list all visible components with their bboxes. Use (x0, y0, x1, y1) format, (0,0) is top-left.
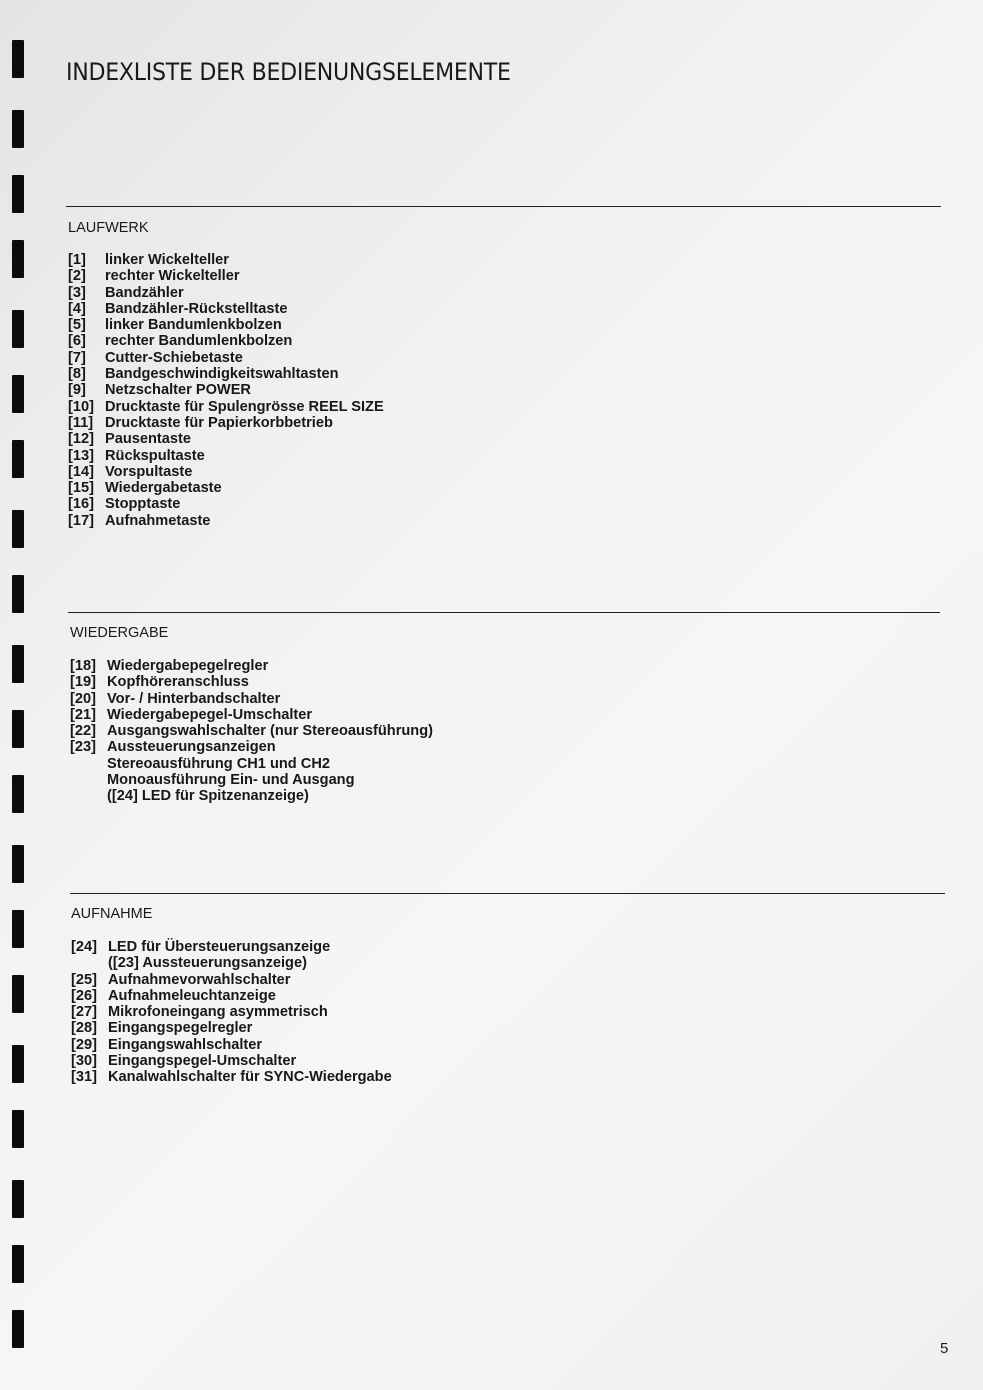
list-wiedergabe (70, 658, 433, 805)
item-number: [12] (68, 431, 94, 448)
binding-hole (12, 310, 24, 348)
binding-hole (12, 40, 24, 78)
item-number: [5] (68, 317, 86, 334)
item-label: Aussteuerungsanzeigen (107, 739, 276, 756)
list-item (68, 480, 384, 496)
item-number: [13] (68, 447, 94, 464)
item-number: [30] (71, 1053, 97, 1070)
list-sub-item: ([24] LED für Spitzenanzeige) (107, 788, 309, 805)
binding-hole (12, 1180, 24, 1218)
item-label: Eingangspegelregler (108, 1020, 253, 1037)
item-number: [8] (68, 366, 86, 383)
item-label: Drucktaste für Spulengrösse REEL SIZE (105, 398, 384, 415)
item-number: [24] (71, 939, 97, 955)
section-heading-laufwerk: LAUFWERK (68, 220, 149, 236)
page-title: INDEXLISTE DER BEDIENUNGSELEMENTE (66, 58, 511, 86)
binding-hole (12, 1110, 24, 1148)
binding-hole (12, 1045, 24, 1083)
item-label: Rückspultaste (105, 447, 205, 464)
item-number: [27] (71, 1004, 97, 1021)
list-item (70, 707, 433, 723)
page-number: 5 (940, 1340, 949, 1357)
list-item (70, 658, 433, 674)
list-item (68, 268, 384, 284)
binding-hole (12, 710, 24, 748)
item-number: [25] (71, 971, 97, 988)
list-item (71, 1053, 392, 1069)
item-number: [4] (68, 300, 86, 317)
list-item (70, 739, 433, 755)
item-number: [28] (71, 1020, 97, 1037)
section-divider-laufwerk (66, 206, 941, 207)
list-item (68, 513, 384, 529)
item-label: Bandgeschwindigkeitswahltasten (105, 366, 339, 383)
item-number: [23] (70, 739, 96, 756)
list-item (71, 972, 392, 988)
item-number: [20] (70, 690, 96, 707)
list-item (68, 431, 384, 447)
item-number: [1] (68, 252, 86, 268)
item-label: Cutter-Schiebetaste (105, 349, 243, 366)
item-label: Bandzähler-Rückstelltaste (105, 300, 288, 317)
item-number: [3] (68, 284, 86, 301)
item-number: [31] (71, 1069, 97, 1086)
item-number: [26] (71, 987, 97, 1004)
list-item (68, 448, 384, 464)
list-laufwerk (68, 252, 384, 529)
item-label: Eingangswahlschalter (108, 1036, 263, 1053)
section-divider-aufnahme (70, 893, 945, 894)
binding-hole (12, 1310, 24, 1348)
item-label: Kopfhöreranschluss (107, 674, 249, 691)
item-number: [10] (68, 398, 94, 415)
item-label: linker Wickelteller (105, 252, 229, 268)
item-label: Wiedergabetaste (105, 480, 222, 497)
item-number: [15] (68, 480, 94, 497)
list-sub-item: Monoausführung Ein- und Ausgang (107, 772, 355, 789)
binding-hole (12, 375, 24, 413)
item-number: [16] (68, 496, 94, 513)
item-label: Vorspultaste (105, 463, 193, 480)
list-item (68, 333, 384, 349)
item-label: Ausgangswahlschalter (nur Stereoausführung) (107, 723, 433, 740)
item-number: [14] (68, 463, 94, 480)
list-item (68, 252, 384, 268)
list-item (71, 1004, 392, 1020)
list-item (68, 382, 384, 398)
binding-hole (12, 440, 24, 478)
list-item (68, 399, 384, 415)
item-label: Drucktaste für Papierkorbbetrieb (105, 414, 333, 431)
item-number: [9] (68, 382, 86, 399)
item-number: [19] (70, 674, 96, 691)
list-item (68, 350, 384, 366)
binding-hole (12, 1245, 24, 1283)
item-number: [2] (68, 268, 86, 285)
item-number: [11] (68, 414, 94, 431)
list-item (71, 1037, 392, 1053)
item-label: Wiedergabepegelregler (107, 658, 269, 674)
binding-hole (12, 845, 24, 883)
item-label: Aufnahmeleuchtanzeige (108, 987, 276, 1004)
item-label: Netzschalter POWER (105, 382, 251, 399)
item-label: Kanalwahlschalter für SYNC-Wiedergabe (108, 1069, 392, 1086)
item-label: Mikrofoneingang asymmetrisch (108, 1004, 328, 1021)
binding-hole (12, 775, 24, 813)
item-number: [17] (68, 512, 94, 529)
item-label: Wiedergabepegel-Umschalter (107, 706, 313, 723)
item-label: Bandzähler (105, 284, 184, 301)
item-number: [21] (70, 706, 96, 723)
list-item (70, 723, 433, 739)
binding-hole (12, 110, 24, 148)
binding-hole (12, 975, 24, 1013)
list-sub-item: ([23] Aussteuerungsanzeige) (108, 955, 307, 972)
item-number: [22] (70, 723, 96, 740)
section-heading-aufnahme: AUFNAHME (71, 906, 153, 922)
item-label: Pausentaste (105, 431, 191, 448)
list-item (71, 1069, 392, 1085)
list-item (71, 988, 392, 1004)
list-item (68, 317, 384, 333)
item-label: rechter Bandumlenkbolzen (105, 333, 293, 350)
binding-hole (12, 645, 24, 683)
binding-hole (12, 575, 24, 613)
binding-hole (12, 910, 24, 948)
item-label: rechter Wickelteller (105, 268, 240, 285)
list-item (68, 285, 384, 301)
binding-hole (12, 510, 24, 548)
list-item (68, 366, 384, 382)
item-number: [18] (70, 658, 96, 674)
list-item (70, 691, 433, 707)
item-label: Aufnahmetaste (105, 512, 211, 529)
binding-holes (12, 0, 26, 1390)
list-item (71, 1020, 392, 1036)
list-item (68, 496, 384, 512)
binding-hole (12, 240, 24, 278)
section-heading-wiedergabe: WIEDERGABE (70, 625, 169, 641)
binding-hole (12, 175, 24, 213)
list-item (70, 674, 433, 690)
item-number: [7] (68, 349, 86, 366)
item-number: [6] (68, 333, 86, 350)
section-divider-wiedergabe (68, 612, 940, 613)
item-number: [29] (71, 1036, 97, 1053)
item-label: Aufnahmevorwahlschalter (108, 971, 291, 988)
item-label: LED für Übersteuerungsanzeige (108, 939, 331, 955)
list-item (68, 464, 384, 480)
list-item (71, 939, 392, 955)
item-label: linker Bandumlenkbolzen (105, 317, 282, 334)
item-label: Eingangspegel-Umschalter (108, 1053, 297, 1070)
item-label: Stopptaste (105, 496, 181, 513)
list-sub-item: Stereoausführung CH1 und CH2 (107, 755, 330, 772)
list-item (68, 415, 384, 431)
list-aufnahme (71, 939, 392, 1086)
list-item (68, 301, 384, 317)
item-label: Vor- / Hinterbandschalter (107, 690, 281, 707)
